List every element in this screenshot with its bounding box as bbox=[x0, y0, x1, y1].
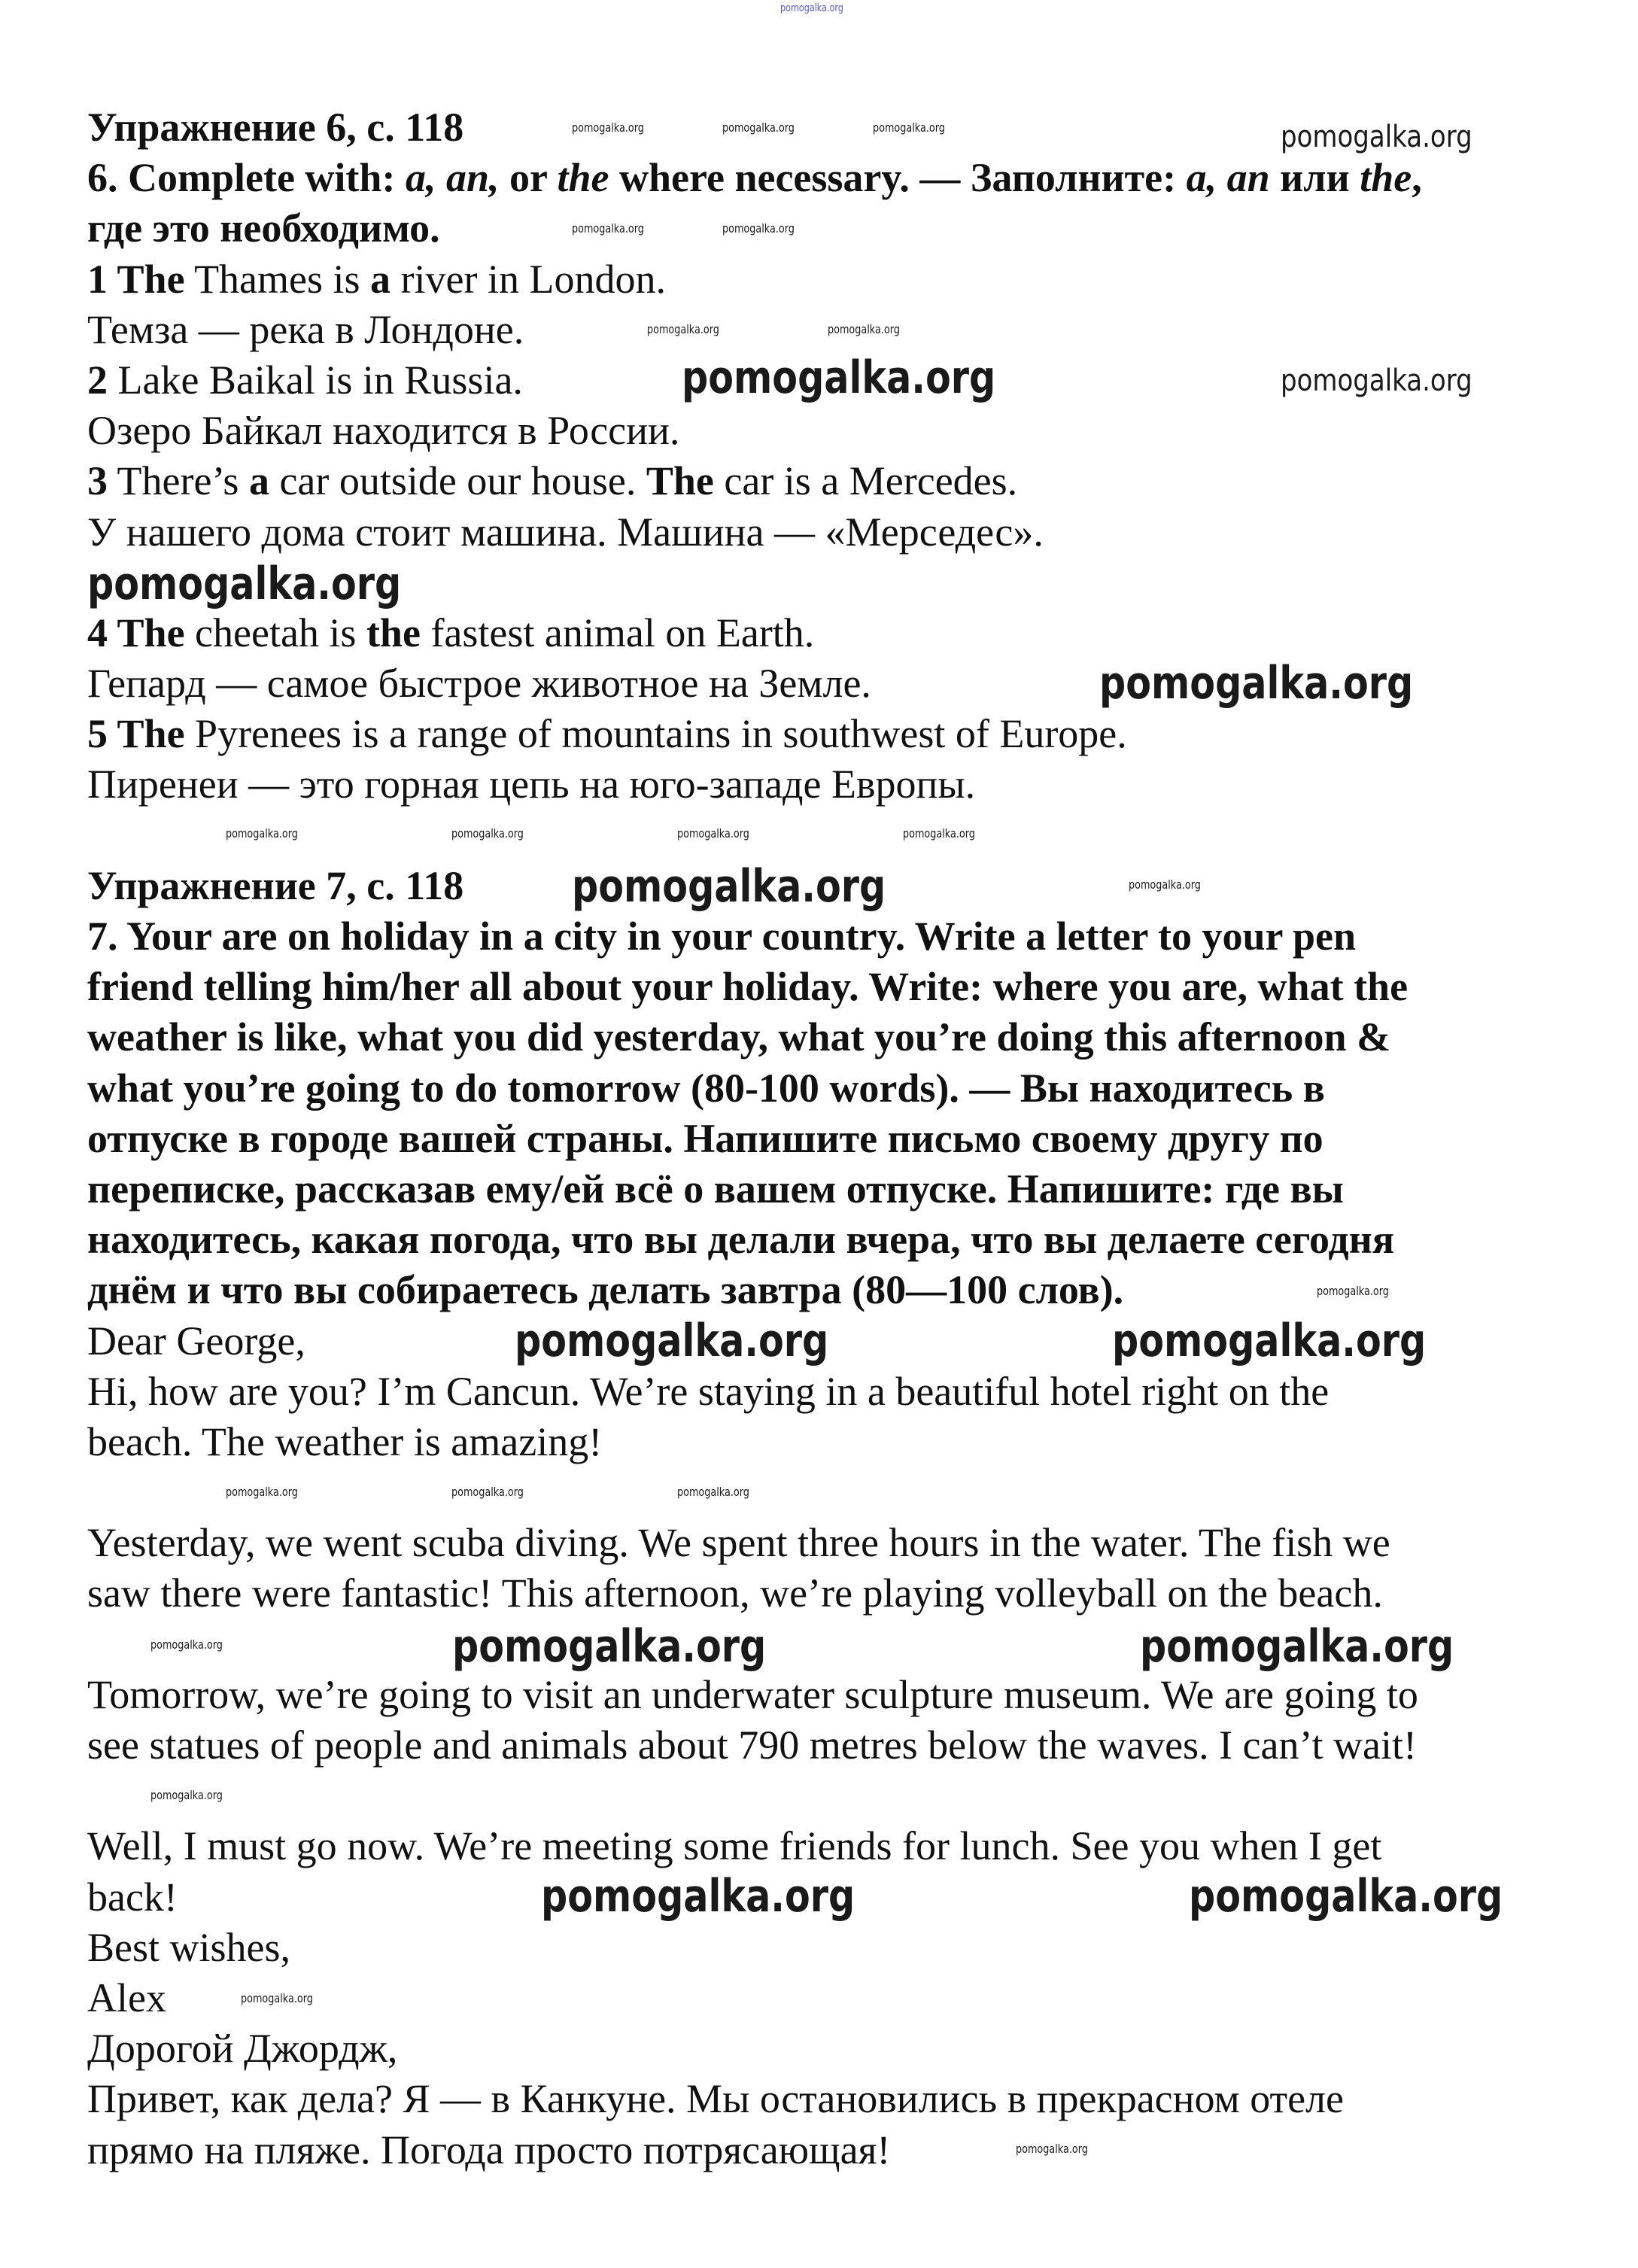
text-segment: У нашего дома стоит машина. Машина — «Мерседес». bbox=[87, 509, 1044, 555]
text-line bbox=[87, 709, 1562, 759]
text-segment: a, an bbox=[1186, 155, 1270, 201]
watermark: pomogalka.org bbox=[1281, 120, 1472, 154]
watermark: pomogalka.org bbox=[226, 826, 298, 841]
text-line bbox=[87, 1012, 1562, 1063]
text-line bbox=[87, 2125, 1562, 2175]
blank-line bbox=[87, 1771, 1562, 1821]
text-line bbox=[87, 1063, 1562, 1114]
text-line bbox=[87, 1164, 1562, 1215]
text-line bbox=[87, 456, 1562, 506]
text-line bbox=[87, 254, 1562, 305]
watermark: pomogalka.org bbox=[873, 120, 945, 135]
text-line bbox=[87, 1821, 1562, 1871]
text-segment: находитесь, какая погода, что вы делали вчера, что вы делаете сегодня bbox=[87, 1217, 1395, 1263]
text-line bbox=[87, 1114, 1562, 1164]
text-segment: a bbox=[248, 458, 269, 504]
watermark: pomogalka.org bbox=[541, 1870, 855, 1923]
watermark: pomogalka.org bbox=[572, 120, 644, 135]
text-line bbox=[87, 507, 1562, 558]
text-line bbox=[87, 2074, 1562, 2124]
watermark: pomogalka.org bbox=[452, 1620, 767, 1673]
watermark: pomogalka.org bbox=[780, 2, 843, 14]
text-segment: Tomorrow, we’re going to visit an underwater sculpture museum. We are going to bbox=[87, 1671, 1418, 1717]
text-segment: back! bbox=[87, 1874, 178, 1920]
watermark: pomogalka.org bbox=[1189, 1870, 1503, 1923]
text-segment: car is a Mercedes. bbox=[713, 458, 1018, 504]
text-segment: где это необходимо. bbox=[87, 205, 440, 251]
text-segment: There’s bbox=[108, 458, 249, 504]
blank-line bbox=[87, 810, 1562, 861]
watermark: pomogalka.org bbox=[1317, 1284, 1389, 1298]
watermark: pomogalka.org bbox=[1112, 1315, 1427, 1367]
blank-line bbox=[87, 1467, 1562, 1518]
watermark: pomogalka.org bbox=[515, 1315, 829, 1367]
watermark: pomogalka.org bbox=[677, 826, 749, 841]
text-segment: или bbox=[1269, 155, 1360, 201]
watermark: pomogalka.org bbox=[87, 558, 402, 610]
text-segment: Yesterday, we went scuba diving. We spent three hours in the water. The fish we bbox=[87, 1520, 1390, 1566]
watermark: pomogalka.org bbox=[722, 221, 795, 236]
text-segment: 6. Complete with: bbox=[87, 155, 406, 201]
watermark: pomogalka.org bbox=[226, 1485, 298, 1499]
text-segment: 7. Your are on holiday in a city in your country. Write a letter to your pen bbox=[87, 914, 1357, 959]
watermark: pomogalka.org bbox=[451, 826, 524, 841]
watermark: pomogalka.org bbox=[1016, 2142, 1088, 2156]
text-segment: river in London. bbox=[391, 256, 666, 302]
text-segment: Дорогой Джордж, bbox=[87, 2026, 398, 2072]
text-segment: переписке, рассказав ему/ей всё о вашем отпуске. Напишите: где вы bbox=[87, 1166, 1344, 1212]
text-segment: Озеро Байкал находится в России. bbox=[87, 408, 680, 454]
text-segment: cheetah is bbox=[184, 610, 366, 655]
text-segment: Привет, как дела? Я — в Канкуне. Мы остановились в прекрасном отеле bbox=[87, 2076, 1344, 2122]
text-line bbox=[87, 1367, 1562, 1417]
watermark: pomogalka.org bbox=[1099, 657, 1414, 710]
text-segment: friend telling him/her all about your holiday. Write: where you are, what the bbox=[87, 964, 1409, 1010]
text-segment: weather is like, what you did yesterday, what you’re doing this afternoon & bbox=[87, 1014, 1391, 1060]
text-segment: a bbox=[370, 256, 391, 302]
text-segment: Темза — река в Лондоне. bbox=[87, 306, 524, 352]
text-segment: Hi, how are you? I’m Cancun. We’re staying in a beautiful hotel right on the bbox=[87, 1368, 1330, 1414]
text-segment: or bbox=[499, 155, 558, 201]
watermark: pomogalka.org bbox=[903, 826, 975, 841]
watermark: pomogalka.org bbox=[682, 351, 996, 404]
text-line bbox=[87, 1518, 1562, 1568]
text-line bbox=[87, 153, 1562, 203]
text-segment: where necessary. — Заполните: bbox=[609, 155, 1187, 201]
watermark: pomogalka.org bbox=[572, 221, 644, 236]
text-segment: Best wishes, bbox=[87, 1924, 290, 1970]
text-line bbox=[87, 1417, 1562, 1467]
text-segment: fastest animal on Earth. bbox=[420, 610, 815, 655]
text-segment: Пиренеи — это горная цепь на юго-западе Европы. bbox=[87, 762, 976, 807]
text-segment: The bbox=[646, 458, 714, 504]
text-segment: Well, I must go now. We’re meeting some friends for lunch. See you when I get bbox=[87, 1823, 1382, 1869]
text-segment: прямо на пляже. Погода просто потрясающая! bbox=[87, 2127, 891, 2172]
text-segment: 3 bbox=[87, 458, 108, 504]
watermark: pomogalka.org bbox=[572, 860, 886, 913]
text-line bbox=[87, 608, 1562, 658]
text-segment: saw there were fantastic! This afternoon, we’re playing volleyball on the beach. bbox=[87, 1570, 1383, 1616]
text-line bbox=[87, 1923, 1562, 1973]
watermark: pomogalka.org bbox=[677, 1485, 749, 1499]
text-line bbox=[87, 1720, 1562, 1771]
text-segment: Lake Baikal is in Russia. bbox=[108, 357, 523, 403]
watermark: pomogalka.org bbox=[241, 1991, 313, 2005]
text-segment: 4 The bbox=[87, 610, 185, 655]
text-segment: днём и что вы собираетесь делать завтра (80—100 слов). bbox=[87, 1267, 1124, 1313]
text-segment: see statues of people and animals about 790 metres below the waves. I can’t wait! bbox=[87, 1722, 1417, 1768]
text-segment: the bbox=[1360, 155, 1412, 201]
text-line bbox=[87, 1568, 1562, 1619]
text-segment: a, an, bbox=[405, 155, 500, 201]
watermark: pomogalka.org bbox=[1129, 877, 1201, 892]
text-line bbox=[87, 911, 1562, 962]
text-segment: отпуске в городе вашей страны. Напишите письмо своему другу по bbox=[87, 1115, 1323, 1161]
watermark: pomogalka.org bbox=[647, 322, 719, 336]
text-segment: 5 The bbox=[87, 711, 185, 757]
text-segment: Упражнение 6, с. 118 bbox=[87, 105, 464, 150]
watermark: pomogalka.org bbox=[150, 1637, 223, 1652]
text-line bbox=[87, 962, 1562, 1012]
watermark: pomogalka.org bbox=[828, 322, 900, 336]
watermark: pomogalka.org bbox=[150, 1788, 223, 1802]
text-segment: 2 bbox=[87, 357, 108, 403]
text-segment: what you’re going to do tomorrow (80-100 words). — Вы находитесь в bbox=[87, 1065, 1325, 1111]
text-segment: 1 The bbox=[87, 256, 185, 302]
watermark: pomogalka.org bbox=[722, 120, 795, 135]
text-segment: the bbox=[557, 155, 609, 201]
text-line bbox=[87, 1670, 1562, 1720]
text-segment: Гепард — самое быстрое животное на Земле. bbox=[87, 661, 871, 707]
watermark: pomogalka.org bbox=[451, 1485, 524, 1499]
text-segment: Dear George, bbox=[87, 1318, 305, 1364]
watermark: pomogalka.org bbox=[1281, 363, 1472, 398]
watermark: pomogalka.org bbox=[1140, 1620, 1454, 1673]
document-body bbox=[87, 102, 1562, 2175]
text-segment: beach. The weather is amazing! bbox=[87, 1418, 603, 1464]
text-segment: Упражнение 7, с. 118 bbox=[87, 862, 464, 908]
text-segment: Thames is bbox=[184, 256, 371, 302]
text-segment: car outside our house. bbox=[269, 458, 646, 504]
text-segment: the bbox=[366, 610, 421, 655]
text-line bbox=[87, 305, 1562, 355]
text-line bbox=[87, 2023, 1562, 2074]
text-segment: Pyrenees is a range of mountains in southwest of Europe. bbox=[184, 711, 1127, 757]
text-line bbox=[87, 1215, 1562, 1265]
text-line bbox=[87, 406, 1562, 456]
text-line bbox=[87, 203, 1562, 254]
text-line bbox=[87, 759, 1562, 810]
text-segment: Alex bbox=[87, 1975, 166, 2020]
text-segment: , bbox=[1412, 155, 1422, 201]
